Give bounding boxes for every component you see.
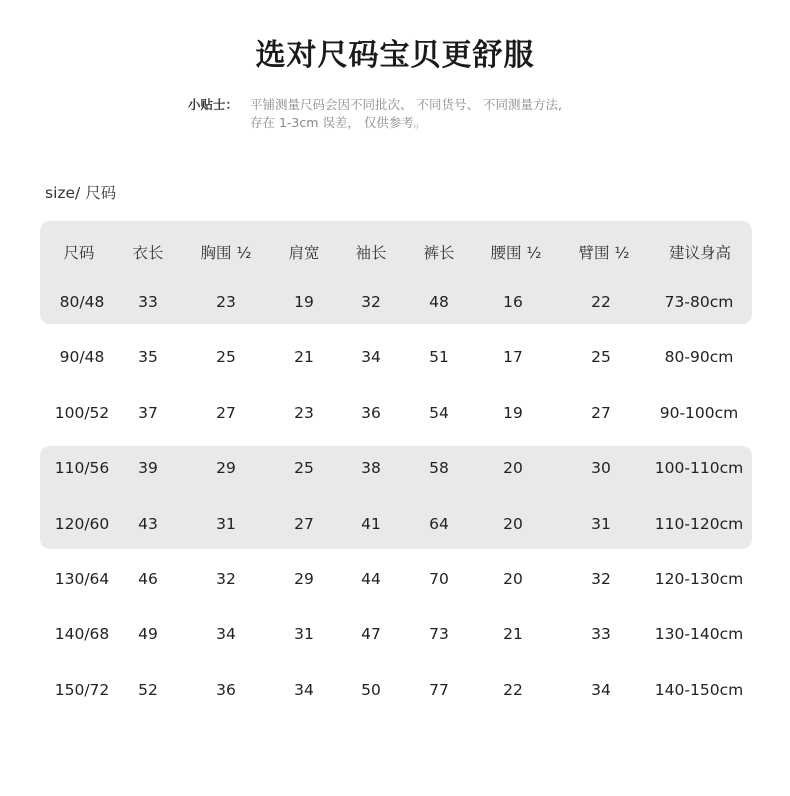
table-cell: 80/48 — [59, 293, 105, 311]
table-cell: 34 — [216, 625, 236, 643]
table-cell: 100/52 — [54, 404, 110, 422]
table-cell: 34 — [294, 681, 314, 699]
table-cell: 34 — [361, 348, 381, 366]
header-cell-length: 衣长 — [132, 244, 164, 262]
table-cell: 20 — [503, 515, 523, 533]
table-row — [0, 509, 790, 539]
table-cell: 73-80cm — [664, 293, 734, 311]
table-cell: 120-130cm — [654, 570, 744, 588]
table-cell: 31 — [294, 625, 314, 643]
header-cell-pants-length: 裤长 — [423, 244, 455, 262]
table-cell: 29 — [294, 570, 314, 588]
table-cell: 36 — [216, 681, 236, 699]
table-cell: 50 — [361, 681, 381, 699]
table-cell: 27 — [216, 404, 236, 422]
page-title: 选对尺码宝贝更舒服 — [255, 38, 535, 73]
table-cell: 25 — [294, 459, 314, 477]
table-cell: 32 — [591, 570, 611, 588]
table-cell: 90/48 — [59, 348, 105, 366]
table-cell: 100-110cm — [654, 459, 744, 477]
table-row — [0, 564, 790, 594]
table-cell: 35 — [138, 348, 158, 366]
table-cell: 38 — [361, 459, 381, 477]
table-cell: 22 — [591, 293, 611, 311]
table-cell: 33 — [138, 293, 158, 311]
table-cell: 39 — [138, 459, 158, 477]
table-cell: 20 — [503, 570, 523, 588]
table-row — [0, 342, 790, 372]
tip-text-line-2: 存在 1-3cm 误差， 仅供参考。 — [250, 115, 427, 130]
table-cell: 110/56 — [54, 459, 110, 477]
table-cell: 73 — [429, 625, 449, 643]
table-cell: 48 — [429, 293, 449, 311]
header-cell-chest: 胸围 ½ — [200, 244, 252, 262]
table-cell: 25 — [216, 348, 236, 366]
table-cell: 21 — [503, 625, 523, 643]
table-cell: 47 — [361, 625, 381, 643]
table-cell: 43 — [138, 515, 158, 533]
table-cell: 34 — [591, 681, 611, 699]
table-cell: 58 — [429, 459, 449, 477]
header-cell-shoulder: 肩宽 — [288, 244, 320, 262]
table-cell: 23 — [216, 293, 236, 311]
table-cell: 27 — [294, 515, 314, 533]
table-cell: 23 — [294, 404, 314, 422]
section-label: size/ 尺码 — [45, 184, 117, 202]
table-cell: 20 — [503, 459, 523, 477]
table-cell: 36 — [361, 404, 381, 422]
table-cell: 29 — [216, 459, 236, 477]
table-cell: 130/64 — [54, 570, 110, 588]
table-row — [0, 398, 790, 428]
table-cell: 49 — [138, 625, 158, 643]
table-cell: 54 — [429, 404, 449, 422]
table-cell: 33 — [591, 625, 611, 643]
table-cell: 46 — [138, 570, 158, 588]
table-row — [0, 619, 790, 649]
table-row — [0, 287, 790, 317]
table-cell: 31 — [216, 515, 236, 533]
table-cell: 25 — [591, 348, 611, 366]
header-cell-height: 建议身高 — [668, 244, 732, 262]
table-header-row — [0, 238, 790, 268]
header-cell-sleeve: 袖长 — [355, 244, 387, 262]
header-cell-arm: 臂围 ½ — [578, 244, 630, 262]
table-cell: 120/60 — [54, 515, 110, 533]
table-cell: 140/68 — [54, 625, 110, 643]
tip-label: 小贴士： — [188, 97, 239, 112]
table-row — [0, 453, 790, 483]
table-cell: 52 — [138, 681, 158, 699]
table-cell: 70 — [429, 570, 449, 588]
tip-text-line-1: 平铺测量尺码会因不同批次、 不同货号、 不同测量方法, — [250, 97, 562, 112]
table-cell: 44 — [361, 570, 381, 588]
table-cell: 30 — [591, 459, 611, 477]
table-cell: 80-90cm — [664, 348, 734, 366]
table-cell: 27 — [591, 404, 611, 422]
header-cell-waist: 腰围 ½ — [490, 244, 542, 262]
table-cell: 22 — [503, 681, 523, 699]
table-cell: 32 — [216, 570, 236, 588]
header-cell-size: 尺码 — [63, 244, 95, 262]
table-cell: 41 — [361, 515, 381, 533]
table-cell: 90-100cm — [659, 404, 739, 422]
table-cell: 51 — [429, 348, 449, 366]
table-cell: 37 — [138, 404, 158, 422]
table-cell: 32 — [361, 293, 381, 311]
table-cell: 17 — [503, 348, 523, 366]
table-row — [0, 675, 790, 705]
table-cell: 110-120cm — [654, 515, 744, 533]
table-cell: 64 — [429, 515, 449, 533]
table-cell: 77 — [429, 681, 449, 699]
table-cell: 19 — [503, 404, 523, 422]
table-cell: 130-140cm — [654, 625, 744, 643]
table-cell: 19 — [294, 293, 314, 311]
table-cell: 140-150cm — [654, 681, 744, 699]
table-cell: 31 — [591, 515, 611, 533]
table-cell: 16 — [503, 293, 523, 311]
table-cell: 150/72 — [54, 681, 110, 699]
table-cell: 21 — [294, 348, 314, 366]
